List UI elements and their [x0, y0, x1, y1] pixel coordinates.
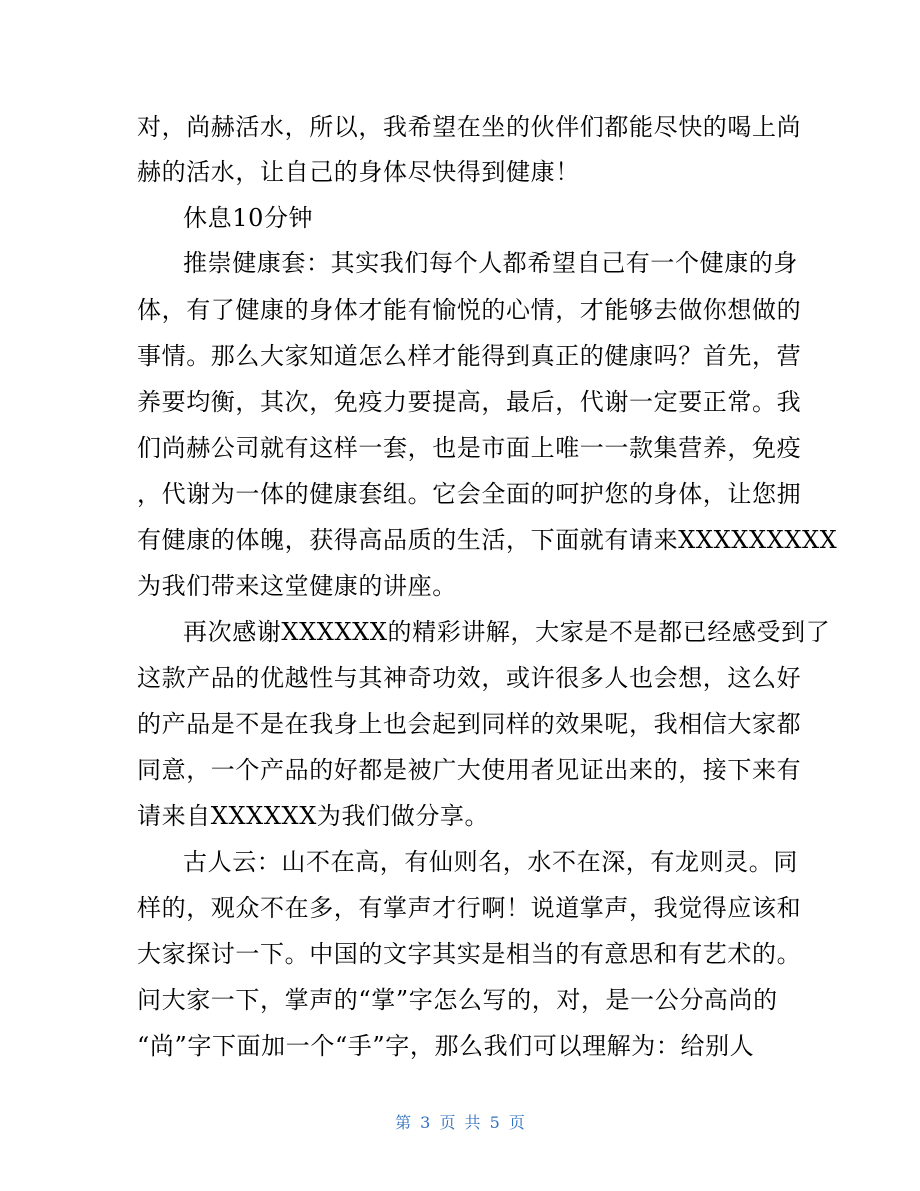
paragraph-start: 再次感谢XXXXXX的精彩讲解，大家是不是都已经感受到了	[183, 618, 831, 646]
text-line: 体，有了健康的身体才能有愉悦的心情，才能够去做你想做的	[137, 296, 802, 324]
text-line: 事情。那么大家知道怎么样才能得到真正的健康吗？首先，营	[137, 342, 802, 370]
paragraph-start: 古人云：山不在高，有仙则名，水不在深，有龙则灵。同	[183, 848, 798, 876]
text-line: 赫的活水，让自己的身体尽快得到健康！	[137, 158, 580, 186]
paragraph-start: 推崇健康套：其实我们每个人都希望自己有一个健康的身	[183, 249, 798, 277]
text-line: 样的，观众不在多，有掌声才行啊！说道掌声，我觉得应该和	[137, 894, 802, 922]
text-line: 这款产品的优越性与其神奇功效，或许很多人也会想，这么好	[137, 664, 802, 692]
text-line: ，代谢为一体的健康套组。它会全面的呵护您的身体，让您拥	[137, 480, 802, 508]
text-line: 养要均衡，其次，免疫力要提高，最后，代谢一定要正常。我	[137, 388, 802, 416]
text-line: 请来自XXXXXX为我们做分享。	[137, 802, 490, 830]
text-line: 们尚赫公司就有这样一套，也是市面上唯一一款集营养，免疫	[137, 434, 802, 462]
text-line: 问大家一下，掌声的“掌”字怎么写的，对，是一公分高尚的	[137, 986, 778, 1014]
text-line: 同意，一个产品的好都是被广大使用者见证出来的，接下来有	[137, 756, 802, 784]
text-line: 对，尚赫活水，所以，我希望在坐的伙伴们都能尽快的喝上尚	[137, 113, 802, 141]
text-line: 为我们带来这堂健康的讲座。	[137, 572, 457, 600]
text-line: 有健康的体魄，获得高品质的生活，下面就有请来XXXXXXXXX	[137, 526, 838, 554]
text-line: 的产品是不是在我身上也会起到同样的效果呢，我相信大家都	[137, 710, 802, 738]
page-number-footer: 第 3 页 共 5 页	[395, 1113, 525, 1132]
text-line: “尚”字下面加一个“手”字，那么我们可以理解为：给别人	[137, 1032, 755, 1060]
section-heading: 休息10分钟	[183, 204, 314, 232]
text-line: 大家探讨一下。中国的文字其实是相当的有意思和有艺术的。	[137, 940, 802, 968]
